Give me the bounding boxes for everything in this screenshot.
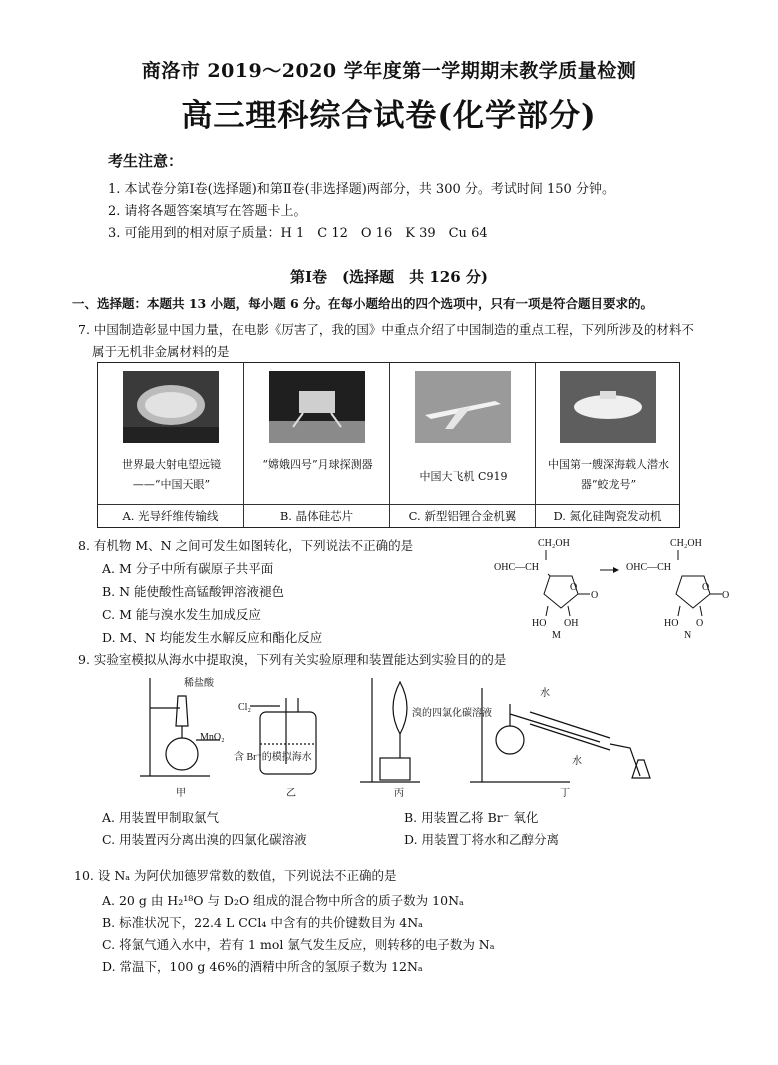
q8-option-d: D. M、N 均能发生水解反应和酯化反应 bbox=[102, 630, 323, 645]
q7-option-c: C. 新型铝锂合金机翼 bbox=[390, 504, 535, 527]
q7-caption-b: “嫦娥四号”月球探测器 bbox=[262, 458, 373, 471]
q8-option-a: A. M 分子中所有碳原子共平面 bbox=[102, 561, 274, 576]
q9-option-d: D. 用装置丁将水和乙醇分离 bbox=[404, 832, 560, 847]
q9-option-a: A. 用装置甲制取氯气 bbox=[102, 810, 219, 825]
q7-cell-a bbox=[98, 363, 244, 527]
q10-option-b: B. 标准状况下，22.4 L CCl₄ 中含有的共价键数目为 4Nₐ bbox=[102, 915, 424, 930]
q9-option-c: C. 用装置丙分离出溴的四氯化碳溶液 bbox=[102, 832, 307, 847]
q7-caption-c: 中国大飞机 C919 bbox=[419, 470, 508, 483]
m-oh-label: OH bbox=[564, 618, 579, 629]
airplane-photo bbox=[415, 371, 511, 443]
q8-option-c: C. M 能与溴水发生加成反应 bbox=[102, 607, 261, 622]
notice-item-2: 2. 请将各题答案填写在答题卡上。 bbox=[108, 204, 307, 219]
m-ho-label: HO bbox=[532, 618, 547, 629]
q7-option-d: D. 氮化硅陶瓷发动机 bbox=[536, 504, 679, 527]
q9-acid-label: 稀盐酸 bbox=[184, 678, 214, 689]
notice-item-3: 3. 可能用到的相对原子质量：H 1 C 12 O 16 K 39 Cu 64 bbox=[108, 226, 488, 241]
q8-option-b: B. N 能使酸性高锰酸钾溶液褪色 bbox=[102, 584, 285, 599]
section-title: 第Ⅰ卷 (选择题 共 126 分) bbox=[290, 268, 488, 286]
m-compound-label: M bbox=[552, 630, 561, 641]
telescope-photo bbox=[123, 371, 219, 443]
n-compound-label: N bbox=[684, 630, 692, 641]
q9-label-yi: 乙 bbox=[286, 788, 296, 799]
q9-cl2-label: Cl₂ bbox=[238, 702, 251, 713]
q9-bromine-label: 溴的四氯化碳溶液 bbox=[412, 708, 492, 719]
submersible-photo bbox=[560, 371, 656, 443]
lunar-probe-photo bbox=[269, 371, 365, 443]
exam-title-line2: 高三理科综合试卷(化学部分) bbox=[181, 98, 597, 134]
m-carbonyl-oxygen: O bbox=[591, 590, 599, 601]
q7-option-b: B. 晶体硅芯片 bbox=[244, 504, 389, 527]
n-ho-label: HO bbox=[664, 618, 679, 629]
q7-cell-d bbox=[536, 363, 679, 527]
q9-label-ding: 丁 bbox=[560, 788, 570, 799]
q7-cell-b bbox=[244, 363, 390, 527]
q9-apparatus-diagram bbox=[110, 668, 680, 800]
q7-caption-a: 世界最大射电望远镜——“中国天眼” bbox=[122, 458, 221, 491]
notice-heading: 考生注意： bbox=[108, 152, 184, 170]
q8-structure-diagram bbox=[492, 532, 732, 644]
m-ohc-ch-label: OHC—CH bbox=[494, 562, 540, 573]
q9-label-bing: 丙 bbox=[394, 788, 404, 799]
n-ring-oxygen: O bbox=[702, 582, 710, 593]
q7-option-a: A. 光导纤维传输线 bbox=[98, 504, 243, 527]
notice-item-1: 1. 本试卷分第Ⅰ卷(选择题)和第Ⅱ卷(非选择题)两部分，共 300 分。考试时间 150 分钟。 bbox=[108, 182, 615, 197]
q9-option-b: B. 用装置乙将 Br⁻ 氧化 bbox=[404, 810, 539, 825]
q9-mno2-label: MnO₂ bbox=[200, 732, 225, 743]
q7-cell-c bbox=[390, 363, 536, 527]
q7-stem-line1: 7. 中国制造彰显中国力量，在电影《厉害了，我的国》中重点介绍了中国制造的重点工程，下列所涉及的材料不 bbox=[78, 322, 694, 337]
q10-option-c: C. 将氯气通入水中，若有 1 mol 氯气发生反应，则转移的电子数为 Nₐ bbox=[102, 937, 495, 952]
q10-option-d: D. 常温下，100 g 46%的酒精中所含的氢原子数为 12Nₐ bbox=[102, 959, 423, 974]
q9-water-out-label: 水 bbox=[572, 756, 582, 767]
n-carbonyl-oxygen: O bbox=[722, 590, 730, 601]
q10-option-a: A. 20 g 由 H₂¹⁸O 与 D₂O 组成的混合物中所含的质子数为 10Nₐ bbox=[102, 893, 464, 908]
q7-stem-line2: 属于无机非金属材料的是 bbox=[92, 344, 230, 359]
n-o-label: O bbox=[696, 618, 704, 629]
m-ring-oxygen: O bbox=[570, 582, 578, 593]
q10-stem: 10. 设 Nₐ 为阿伏加德罗常数的数值，下列说法不正确的是 bbox=[74, 868, 397, 883]
q8-stem: 8. 有机物 M、N 之间可发生如图转化，下列说法不正确的是 bbox=[78, 538, 414, 553]
section-instruction: 一、选择题：本题共 13 小题，每小题 6 分。在每小题给出的四个选项中，只有一项是符合题目要求的。 bbox=[72, 296, 654, 311]
q9-stem: 9. 实验室模拟从海水中提取溴，下列有关实验原理和装置能达到实验目的的是 bbox=[78, 652, 507, 667]
q9-water-in-label: 水 bbox=[540, 688, 550, 699]
exam-title-line1: 商洛市 2019～2020 学年度第一学期期末教学质量检测 bbox=[141, 60, 637, 82]
q9-label-jia: 甲 bbox=[176, 788, 186, 799]
n-ch2oh-label: CH₂OH bbox=[670, 538, 702, 549]
m-ch2oh-label: CH₂OH bbox=[538, 538, 570, 549]
q7-caption-d: 中国第一艘深海载人潜水器“蛟龙号” bbox=[548, 458, 669, 491]
q9-seawater-label: 含 Br⁻的模拟海水 bbox=[234, 752, 312, 763]
q7-image-table bbox=[97, 362, 680, 528]
n-ohc-ch-label: OHC—CH bbox=[626, 562, 672, 573]
